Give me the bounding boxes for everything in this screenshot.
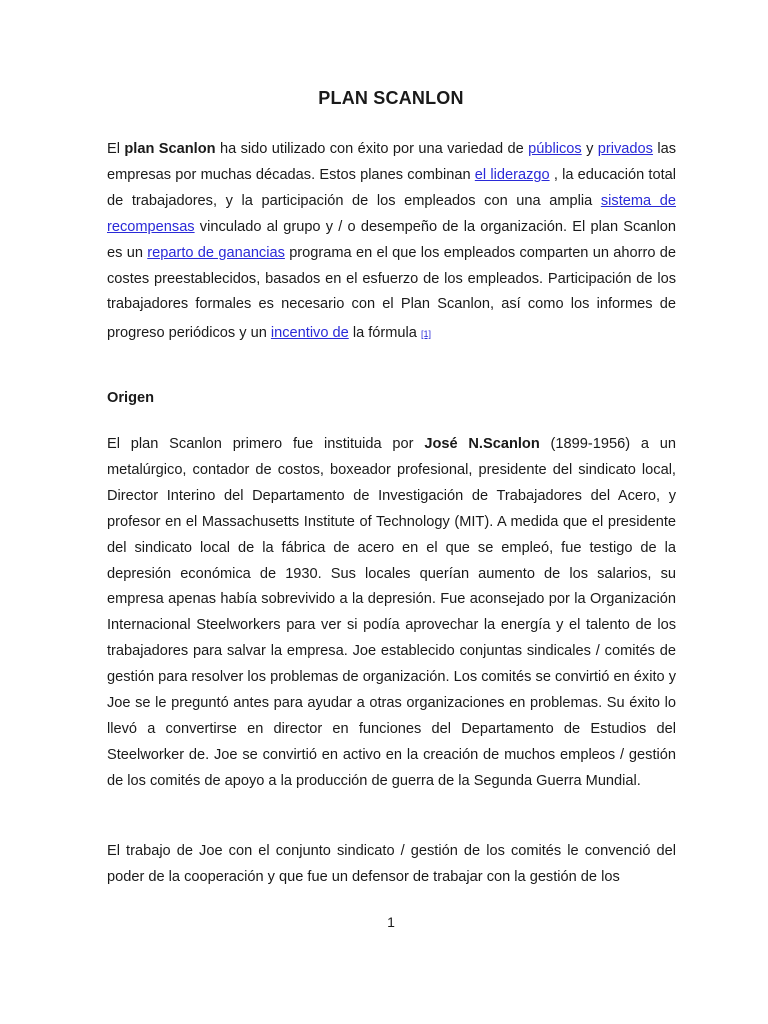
link-sistema-de-recompensas[interactable]: sistema de recompensas [107,192,676,235]
link-incentivo-de[interactable]: incentivo de [270,325,349,342]
last-paragraph: El trabajo de Joe con el conjunto sindicato / gestión de los comités le convenció del poder de la cooperación y que fue un defensor de trabajar con la gestión de los [107,843,676,885]
text-span: ha sido utilizado con éxito por una variedad de [215,141,529,157]
link-el-liderazgo[interactable]: el liderazgo [474,166,550,183]
text-span: vinculado al grupo y / o desempeño de la organización. El plan Scanlon es un [107,218,676,261]
text-span: la fórmula [348,325,421,342]
link-privados[interactable]: privados [597,141,653,157]
section-heading-origen: Origen [107,390,155,406]
text-span: y [581,141,598,157]
link-reparto-de-ganancias[interactable]: reparto de ganancias [147,244,285,261]
text-span: El plan Scanlon primero fue instituida por [107,436,425,452]
text-span: (1899-1956) a un metalúrgico, contador de costos, boxeador profesional, presidente del sindicato local, Director Interino del Departamento de Investigación de Trabajadores del Acero, y profesor en el Massachusetts Institute of Technology (MIT). A medida que el presidente del sindicato local de la fábrica de acero en el que se empleó, fue testigo de la depresión económica de 1930. Sus locales querían aumento de los salarios, su empresa apenas había sobrevivido a la depresión. Fue aconsejado por la Organización Internacional Steelworkers para ver si podía aprovechar la energía y el talento de los trabajadores para salvar la empresa. Joe establecido conjuntas sindicales / comités de gestión para resolver los problemas de organización. Los comités se convirtió en éxito y Joe se le preguntó antes para ayudar a otras organizaciones en problemas. Su éxito lo llevó a convertirse en director en funciones del Departamento de Estudios del Steelworker de. Joe se convirtió en activo en la creación de muchos empleos / gestión de los comités de apoyo a la producción de guerra de la Segunda Guerra Mundial. [107,436,676,789]
document-title: PLAN SCANLON [318,88,464,108]
intro-paragraph [107,137,676,348]
text-span: las empresas por muchas décadas. Estos planes combinan [107,141,677,183]
text-span: programa en el que los empleados comparten un ahorro de costes preestablecidos, basados en el esfuerzo de los empleados. Participación de los trabajadores formales es necesario con el Plan Scanlon, así como los informes de progreso periódicos y un [107,244,676,342]
bold-term: plan Scanlon [124,141,216,157]
bold-name: José N.Scanlon [424,436,540,452]
reference-link[interactable]: [1] [420,329,431,340]
text-span: , la educación total de trabajadores, y la participación de los empleados con una amplia [107,166,677,209]
text-span: El [107,141,125,157]
page-number: 1 [387,914,395,930]
origin-paragraph [107,432,676,795]
link-publicos[interactable]: públicos [528,141,582,157]
